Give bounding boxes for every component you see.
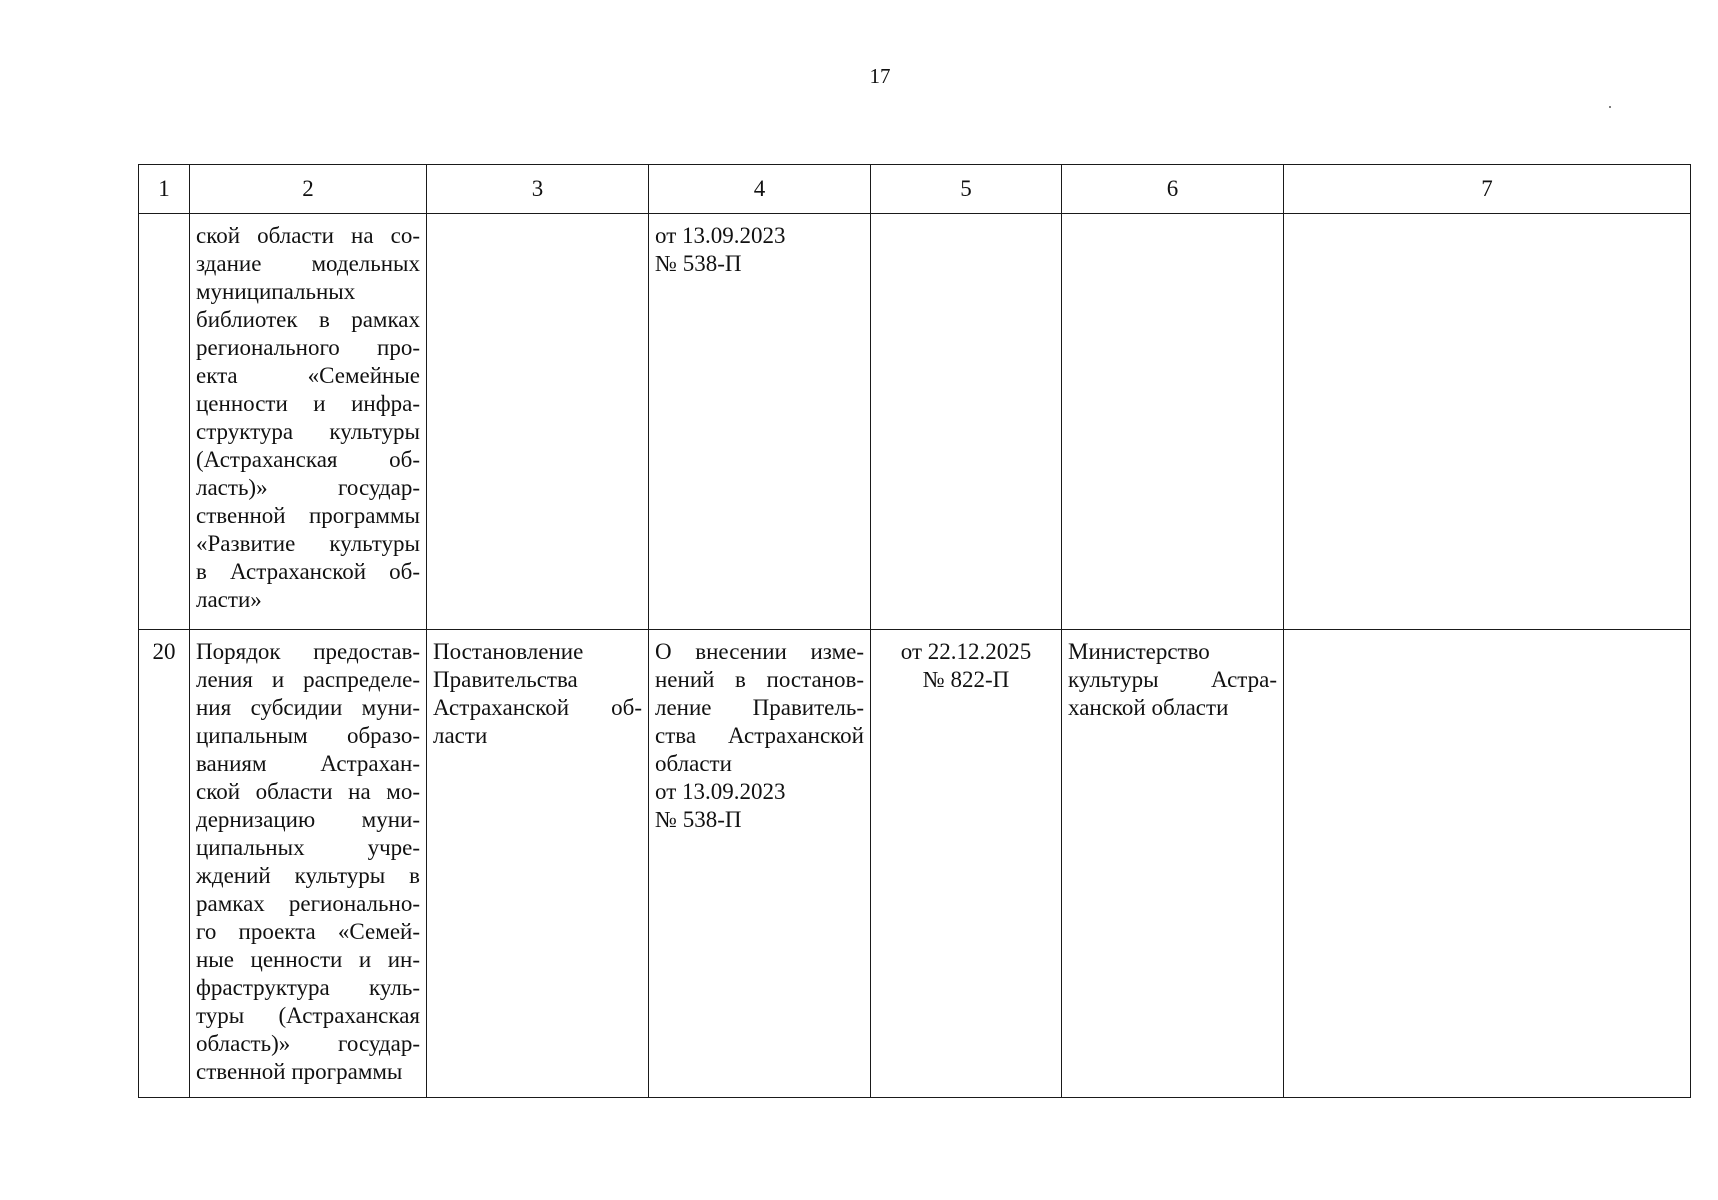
text-line: регионального про- bbox=[196, 335, 420, 360]
cell-doc-title bbox=[649, 630, 871, 1098]
text-line: № 538-П bbox=[655, 251, 742, 276]
cell-name-text bbox=[190, 214, 426, 614]
text-line: ской области на со- bbox=[196, 223, 420, 248]
cell-notes bbox=[1284, 214, 1691, 630]
text-line: туры (Астраханская bbox=[196, 1003, 420, 1028]
text-line: дернизацию муни- bbox=[196, 807, 420, 832]
text-line: ципальных учре- bbox=[196, 835, 420, 860]
text-line: области bbox=[655, 751, 732, 776]
text-line: ственной программы bbox=[196, 1059, 403, 1084]
text-line: Правительства bbox=[433, 667, 578, 692]
table-header-row bbox=[139, 165, 1691, 214]
column-header: 1 bbox=[139, 165, 190, 214]
text-line: ценности и инфра- bbox=[196, 391, 420, 416]
text-line: ственной программы bbox=[196, 503, 420, 528]
cell-doc-type-text bbox=[427, 630, 648, 750]
cell-responsible bbox=[1062, 214, 1284, 630]
text-line: Постановление bbox=[433, 639, 584, 664]
cell-doc-type bbox=[427, 630, 649, 1098]
cell-doc-type-text bbox=[427, 214, 648, 222]
text-line: «Развитие культуры bbox=[196, 531, 420, 556]
column-header: 6 bbox=[1062, 165, 1284, 214]
text-line: № 538-П bbox=[655, 807, 742, 832]
text-line: нений в постанов- bbox=[655, 667, 864, 692]
text-line: структура культуры bbox=[196, 419, 420, 444]
cell-doc-type bbox=[427, 214, 649, 630]
cell-notes-text bbox=[1284, 214, 1690, 222]
cell-doc-title bbox=[649, 214, 871, 630]
text-line: го проекта «Семей- bbox=[196, 919, 420, 944]
cell-doc-title-text bbox=[649, 630, 870, 834]
text-line: ление Правитель- bbox=[655, 695, 864, 720]
text-line: ласть)» государ- bbox=[196, 475, 420, 500]
text-line: область)» государ- bbox=[196, 1031, 420, 1056]
cell-number bbox=[139, 214, 190, 630]
text-line: ласти bbox=[433, 723, 488, 748]
cell-doc-date bbox=[871, 630, 1062, 1098]
cell-responsible bbox=[1062, 630, 1284, 1098]
page-number: 17 bbox=[869, 64, 891, 88]
text-line: ления и распределе- bbox=[196, 667, 420, 692]
scan-speck bbox=[1609, 106, 1611, 108]
text-line: здание модельных bbox=[196, 251, 420, 276]
text-line: библиотек в рамках bbox=[196, 307, 420, 332]
text-line: ханской области bbox=[1068, 695, 1229, 720]
text-line: № 822-П bbox=[922, 667, 1010, 692]
text-line: О внесении изме- bbox=[655, 639, 864, 664]
row-number bbox=[139, 214, 189, 222]
table-row-continuation bbox=[139, 214, 1691, 630]
text-line: Астраханской об- bbox=[433, 695, 642, 720]
table-row-20 bbox=[139, 630, 1691, 1098]
cell-responsible-text bbox=[1062, 630, 1283, 722]
text-line: ния субсидии муни- bbox=[196, 695, 420, 720]
cell-name bbox=[190, 630, 427, 1098]
text-line: от 13.09.2023 bbox=[655, 223, 786, 248]
text-line: муниципальных bbox=[196, 279, 356, 304]
document-table bbox=[138, 164, 1691, 1098]
text-line: от 13.09.2023 bbox=[655, 779, 786, 804]
text-line: ные ценности и ин- bbox=[196, 947, 420, 972]
column-header: 7 bbox=[1284, 165, 1691, 214]
cell-doc-date bbox=[871, 214, 1062, 630]
cell-doc-title-text bbox=[649, 214, 870, 278]
text-line: екта «Семейные bbox=[196, 363, 420, 388]
cell-doc-date-text bbox=[871, 214, 1061, 222]
column-header: 2 bbox=[190, 165, 427, 214]
cell-name-text bbox=[190, 630, 426, 1086]
cell-doc-date-text bbox=[871, 630, 1061, 694]
text-line: культуры Астра- bbox=[1068, 667, 1277, 692]
text-line: в Астраханской об- bbox=[196, 559, 420, 584]
text-line: ской области на мо- bbox=[196, 779, 420, 804]
text-line: ласти» bbox=[196, 587, 262, 612]
column-header: 5 bbox=[871, 165, 1062, 214]
text-line: (Астраханская об- bbox=[196, 447, 420, 472]
cell-notes-text bbox=[1284, 630, 1690, 638]
column-header: 3 bbox=[427, 165, 649, 214]
text-line: Министерство bbox=[1068, 639, 1210, 664]
text-line: Порядок предостав- bbox=[196, 639, 420, 664]
cell-responsible-text bbox=[1062, 214, 1283, 222]
row-number: 20 bbox=[152, 639, 176, 664]
cell-notes bbox=[1284, 630, 1691, 1098]
column-header: 4 bbox=[649, 165, 871, 214]
text-line: от 22.12.2025 bbox=[900, 639, 1032, 664]
text-line: фраструктура куль- bbox=[196, 975, 420, 1000]
text-line: ства Астраханской bbox=[655, 723, 864, 748]
cell-number bbox=[139, 630, 190, 1098]
text-line: ждений культуры в bbox=[196, 863, 420, 888]
text-line: рамках регионально- bbox=[196, 891, 420, 916]
text-line: ципальным образо- bbox=[196, 723, 420, 748]
cell-name bbox=[190, 214, 427, 630]
text-line: ваниям Астрахан- bbox=[196, 751, 420, 776]
